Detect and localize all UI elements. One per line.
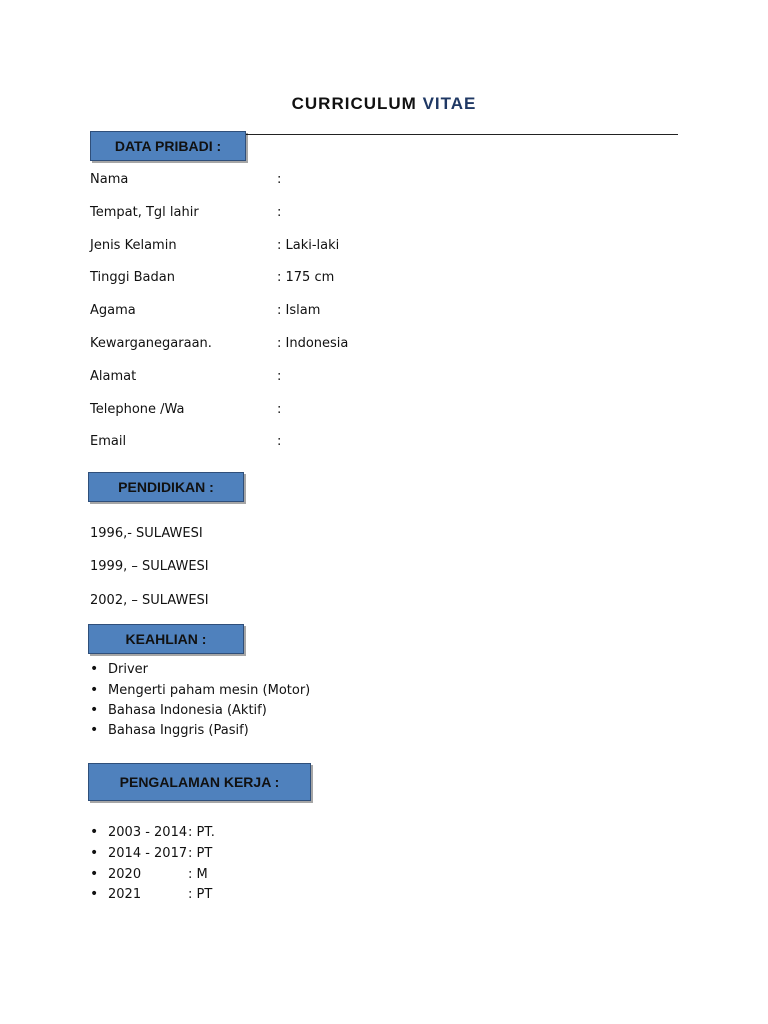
experience-desc: : PT <box>188 887 213 902</box>
personal-value: : 175 cm <box>277 270 335 285</box>
skill-text: Bahasa Indonesia (Aktif) <box>108 703 267 718</box>
personal-value: : Islam <box>277 303 321 318</box>
experience-years: 2021 <box>108 887 142 902</box>
skill-text: Bahasa Inggris (Pasif) <box>108 723 249 738</box>
section-header-pengalaman-kerja <box>88 763 311 801</box>
section-header-data-pribadi <box>90 131 246 161</box>
bullet-icon: • <box>90 722 99 738</box>
header-divider <box>246 134 678 135</box>
title-curriculum: CURRICULUM <box>291 94 417 113</box>
section-label-pengalaman-kerja: PENGALAMAN KERJA : <box>119 774 280 790</box>
bullet-icon: • <box>90 866 99 882</box>
personal-value: : Laki-laki <box>277 238 340 253</box>
personal-label: Telephone /Wa <box>90 402 185 417</box>
personal-label: Kewarganegaraan. <box>90 336 212 351</box>
personal-value: : <box>277 205 282 220</box>
bullet-icon: • <box>90 824 99 840</box>
education-item: 1999, – SULAWESI <box>90 559 209 574</box>
section-label-keahlian: KEAHLIAN : <box>125 631 207 647</box>
page-title <box>0 94 768 114</box>
bullet-icon: • <box>90 886 99 902</box>
section-label-pendidikan: PENDIDIKAN : <box>118 479 214 495</box>
personal-value: : Indonesia <box>277 336 349 351</box>
experience-desc: : M <box>188 867 208 882</box>
title-vitae: VITAE <box>422 94 477 113</box>
education-item: 1996,- SULAWESI <box>90 526 203 541</box>
personal-label: Alamat <box>90 369 137 384</box>
personal-label: Agama <box>90 303 136 318</box>
personal-label: Email <box>90 434 127 449</box>
personal-label: Tinggi Badan <box>90 270 175 285</box>
section-header-keahlian <box>88 624 244 654</box>
personal-value: : <box>277 369 282 384</box>
experience-desc: : PT. <box>188 825 215 840</box>
section-header-pendidikan <box>88 472 244 502</box>
personal-value: : <box>277 434 282 449</box>
skill-text: Driver <box>108 662 149 677</box>
personal-label: Jenis Kelamin <box>90 238 177 253</box>
personal-value: : <box>277 402 282 417</box>
personal-label: Nama <box>90 172 129 187</box>
skill-text: Mengerti paham mesin (Motor) <box>108 683 311 698</box>
experience-years: 2003 - 2014 <box>108 825 188 840</box>
personal-value: : <box>277 172 282 187</box>
bullet-icon: • <box>90 661 99 677</box>
experience-years: 2014 - 2017 <box>108 846 188 861</box>
bullet-icon: • <box>90 702 99 718</box>
personal-label: Tempat, Tgl lahir <box>90 205 199 220</box>
experience-desc: : PT <box>188 846 213 861</box>
experience-years: 2020 <box>108 867 142 882</box>
bullet-icon: • <box>90 845 99 861</box>
education-item: 2002, – SULAWESI <box>90 593 209 608</box>
section-label-data-pribadi: DATA PRIBADI : <box>114 138 222 154</box>
bullet-icon: • <box>90 682 99 698</box>
